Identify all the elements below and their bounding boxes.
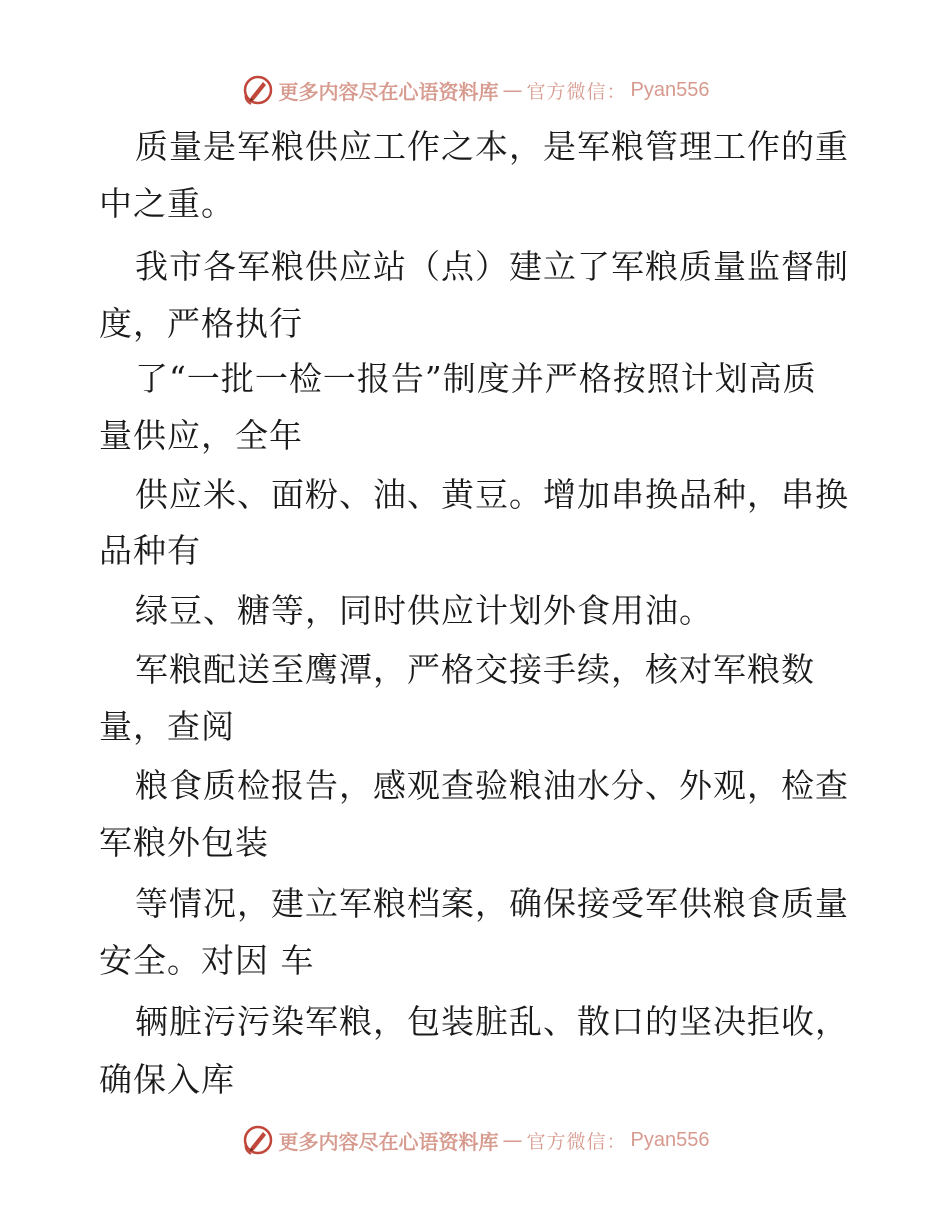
text-line: 粮食质检报告，感观查验粮油水分、外观，检查 — [135, 766, 849, 805]
watermark-footer — [0, 1120, 950, 1160]
text-line: 军粮配送至鹰潭，严格交接手续，核对军粮数 — [135, 650, 815, 689]
text-line: 量，查阅 — [99, 707, 235, 746]
text-line: 绿豆、糖等，同时供应计划外食用油。 — [135, 591, 713, 630]
red-pen-logo-icon — [241, 1123, 275, 1157]
watermark-id: Pyan556 — [630, 78, 710, 101]
text-line: 辆脏污污染军粮，包装脏乱、散口的坚决拒收， — [135, 1002, 849, 1041]
text-line: 我市各军粮供应站（点）建立了军粮质量监督制 — [135, 247, 849, 286]
text-line: 量供应，全年 — [99, 416, 303, 455]
text-line: 军粮外包装 — [99, 823, 269, 862]
text-line: 等情况，建立军粮档案，确保接受军供粮食质量 — [135, 884, 849, 923]
watermark-id: Pyan556 — [630, 1128, 710, 1151]
text-line: 了“一批一检一报告”制度并严格按照计划高质 — [135, 359, 817, 398]
text-line: 品种有 — [99, 531, 201, 570]
text-line: 供应米、面粉、油、黄豆。增加串换品种，串换 — [135, 475, 849, 514]
text-line: 确保入库 — [99, 1060, 235, 1099]
watermark-header — [0, 70, 950, 110]
watermark-official: 官方微信： — [526, 80, 627, 103]
watermark-dash: — — [502, 78, 523, 102]
text-line: 度，严格执行 — [99, 304, 303, 343]
watermark-brand: 更多内容尽在心语资料库 — [278, 79, 499, 104]
watermark-brand: 更多内容尽在心语资料库 — [278, 1129, 499, 1154]
text-line: 中之重。 — [99, 184, 235, 223]
watermark-official: 官方微信： — [526, 1130, 627, 1153]
watermark-dash: — — [502, 1128, 523, 1152]
text-line: 质量是军粮供应工作之本，是军粮管理工作的重 — [135, 127, 849, 166]
red-pen-logo-icon — [241, 73, 275, 107]
text-line: 安全。对因 车 — [99, 941, 315, 980]
